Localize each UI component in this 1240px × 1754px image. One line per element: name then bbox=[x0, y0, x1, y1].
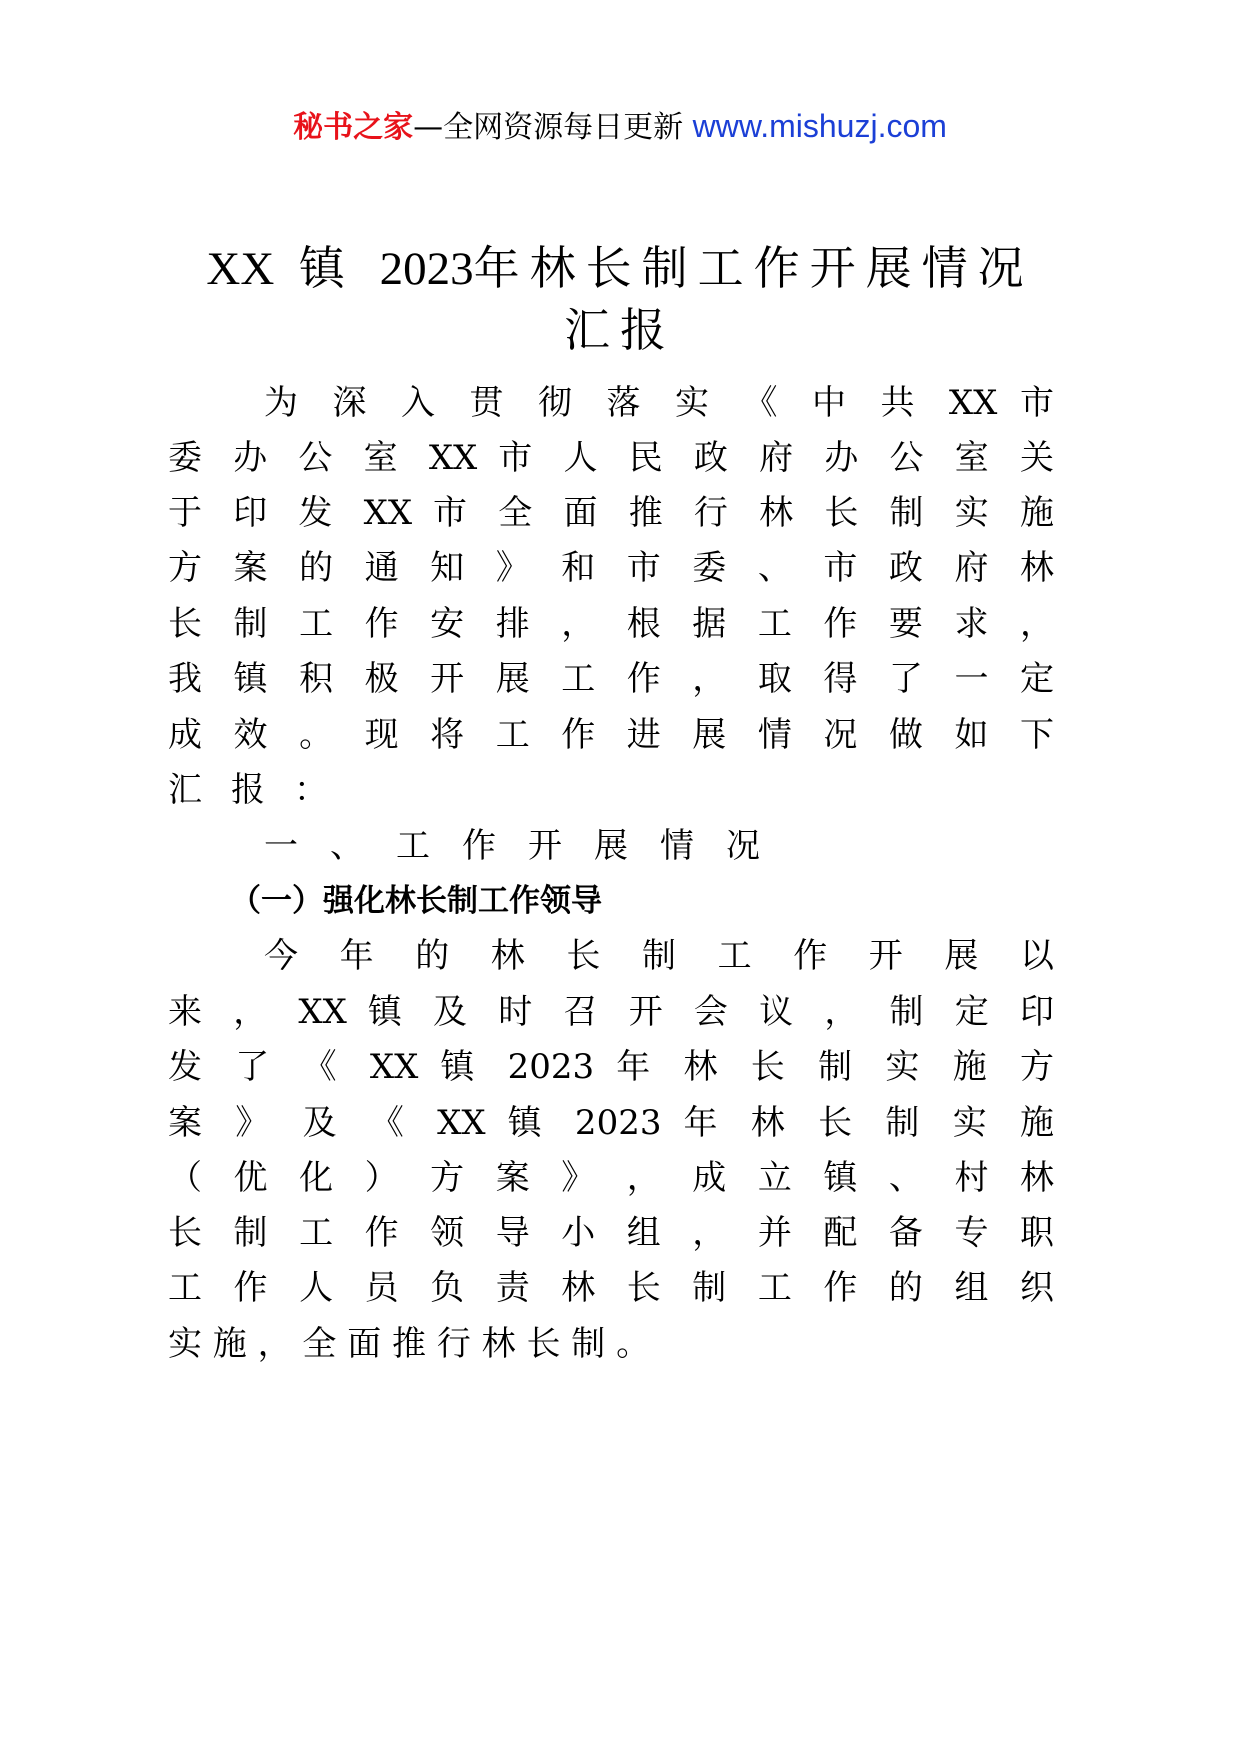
paragraph-line: 今 年 的 林 长 制 工 作 开 展 以 bbox=[264, 936, 1054, 976]
document-title-line2: 汇报 bbox=[564, 303, 676, 357]
header-banner bbox=[0, 104, 1240, 150]
title-part: XX bbox=[206, 243, 275, 295]
banner-tagline: —全网资源每日更新 bbox=[413, 110, 684, 145]
website-link[interactable]: www.mishuzj.com bbox=[692, 108, 947, 144]
paragraph-line: 工 作 人 员 负 责 林 长 制 工 作 的 组 织 bbox=[168, 1268, 1054, 1308]
paragraph-line: 实 施 ， 全 面 推 行 林 长 制 。 bbox=[168, 1324, 651, 1364]
paragraph-line: （ 优 化 ） 方 案 》 ， 成 立 镇 、 村 林 bbox=[168, 1158, 1054, 1198]
paragraph-line: 于 印 发 XX 市 全 面 推 行 林 长 制 实 施 bbox=[168, 493, 1054, 533]
paragraph-line: 方 案 的 通 知 》 和 市 委 、 市 政 府 林 bbox=[168, 548, 1054, 588]
subsection-heading: （一）强化林长制工作领导 bbox=[230, 883, 602, 919]
paragraph-line: 委 办 公 室 XX 市 人 民 政 府 办 公 室 关 bbox=[168, 438, 1054, 478]
section-heading: 一、工作开展情况 bbox=[264, 826, 792, 866]
document-title bbox=[168, 236, 1072, 301]
brand-name: 秘书之家 bbox=[293, 110, 414, 145]
paragraph-line: 案 》 及 《 XX 镇 2023 年 林 长 制 实 施 bbox=[168, 1103, 1054, 1143]
paragraph-line: 发 了 《 XX 镇 2023 年 林 长 制 实 施 方 bbox=[168, 1047, 1054, 1087]
title-part: 镇 bbox=[274, 241, 380, 295]
paragraph-line: 长 制 工 作 安 排 ， 根 据 工 作 要 求 ， bbox=[168, 604, 1054, 644]
title-part: 2023 bbox=[379, 243, 474, 295]
paragraph-line: 汇报： bbox=[168, 770, 357, 810]
title-part: 年林长制工作开展情况 bbox=[473, 241, 1034, 295]
paragraph-line: 成 效 。 现 将 工 作 进 展 情 况 做 如 下 bbox=[168, 715, 1054, 755]
paragraph-line: 我 镇 积 极 开 展 工 作 ， 取 得 了 一 定 bbox=[168, 659, 1054, 699]
paragraph-line: 长 制 工 作 领 导 小 组 ， 并 配 备 专 职 bbox=[168, 1213, 1054, 1253]
paragraph-line: 为 深 入 贯 彻 落 实 《 中 共 XX 市 bbox=[264, 383, 1054, 423]
paragraph-line: 来 ， XX 镇 及 时 召 开 会 议 ， 制 定 印 bbox=[168, 992, 1054, 1032]
